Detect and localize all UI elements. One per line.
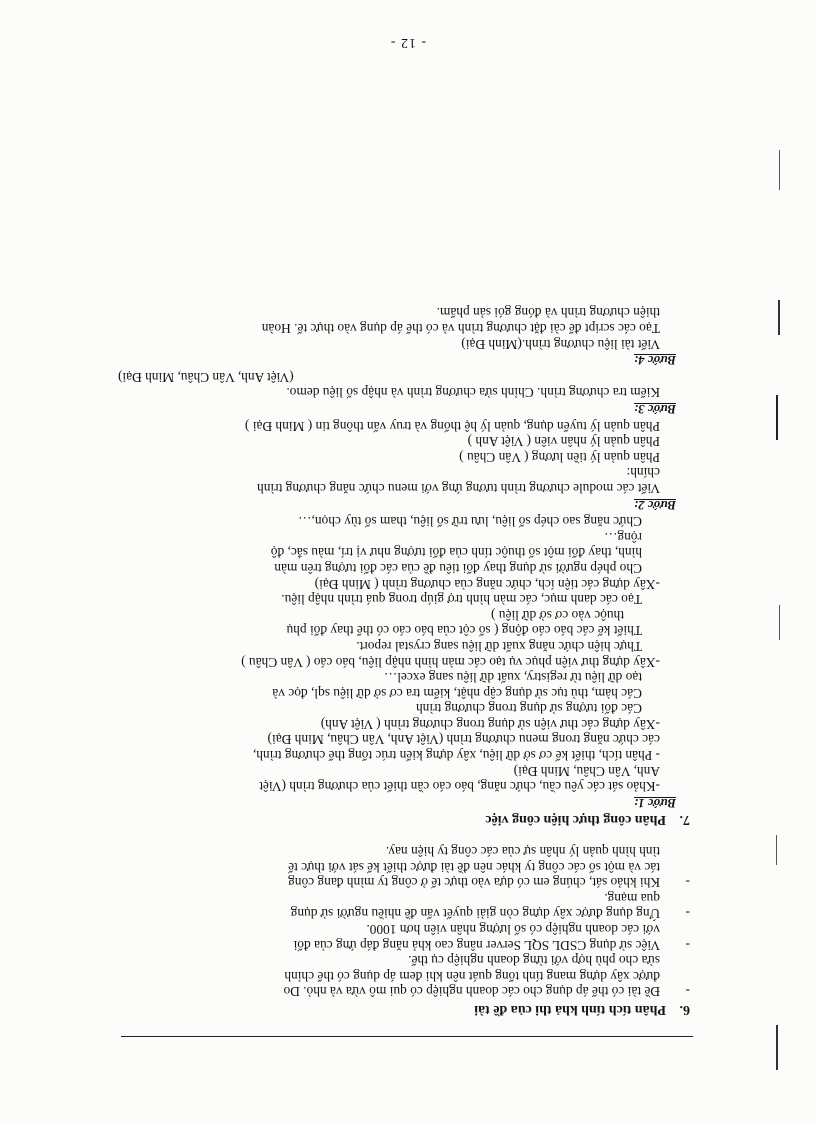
step-line: (Việt Anh, Vân Châu, Minh Đại)	[118, 369, 294, 385]
header-rule	[121, 1036, 693, 1037]
bullet-line	[118, 875, 694, 891]
bullet-line	[118, 843, 694, 859]
step-line: Viết tài liệu chương trình.(Minh Đại)	[461, 336, 660, 352]
bullet-text: tình hình quản lý nhân sự của các công ty hiện nay.	[385, 844, 660, 860]
step-line: Anh, Vân Châu, Minh Đại)	[513, 763, 660, 779]
step-line: -Xây dựng các thư viện sử dụng trong chương trình ( Việt Anh)	[320, 716, 660, 732]
step-line: Phân quản lý nhân viên ( Việt Anh )	[467, 434, 660, 450]
step-label: Bước 1:	[634, 795, 676, 810]
bullet-text: Đề tài có thể áp dụng cho các doanh nghiệp có qui mô vừa và nhỏ. Do	[283, 984, 660, 1000]
step-line: chính:	[626, 465, 660, 481]
section-number: 7.	[679, 812, 690, 828]
bullet-text: với các doanh nghiệp có số lượng nhân viên hơn 1000.	[366, 922, 660, 938]
body-text	[118, 305, 694, 1017]
section-7-heading	[118, 812, 690, 828]
bullet-line	[118, 890, 694, 906]
bullet-text: sửa cho phù hợp với từng doanh nghiệp cụ thể.	[408, 953, 660, 969]
bullet-line	[118, 921, 694, 937]
step-line: -Khảo sát các yêu cầu, chức năng, báo cáo cần thiết của chương trình (Việt	[259, 779, 660, 795]
step-line: Các hàm, thủ tục sử dụng cập nhật, kiểm tra cơ sở dữ liệu sql, đọc và	[272, 685, 642, 701]
bullet-line	[118, 937, 694, 953]
step-line: Các đối tượng sử dụng trong chương trình	[416, 701, 642, 717]
bullet-dash: -	[685, 984, 690, 1000]
bullet-line	[118, 859, 694, 875]
step-line: tạo dữ liệu từ registry, xuất dữ liệu sang excel…	[383, 670, 642, 686]
bullet-dash: -	[685, 937, 690, 953]
bullet-text: qua mạng.	[604, 890, 660, 906]
step-line: Cho phép người sử dụng thay đổi tiêu đề của các đối tượng trên màn	[274, 560, 642, 576]
step-line: rộng…	[604, 529, 642, 545]
bullet-text: được xây dựng mang tính tổng quát nên khi đem áp dụng có thể chỉnh	[284, 968, 660, 984]
bullet-text: Việc sử dụng CSDL SQL Server nâng cao khả năng đáp ứng của đối	[293, 937, 660, 953]
step-line: -Xây dựng các tiện ích, chức năng của chương trình ( Minh Đại)	[314, 576, 660, 592]
step-line: Phân quản lý tiền lương ( Vân Châu )	[459, 449, 660, 465]
section-6-heading	[118, 1001, 690, 1017]
section-title: Phân tích tính khả thi của đề tài	[474, 1002, 666, 1017]
bullet-line	[118, 953, 694, 969]
step-line: -Xây dựng thư viện phục vụ tạo các màn hình nhập liệu, báo cáo ( Vân Châu )	[241, 654, 660, 670]
step-line: Phân quản lý tuyển dụng, quản lý hệ thống và truy vấn thông tin ( Minh Đại )	[244, 418, 660, 434]
page-number: - 12 -	[389, 35, 427, 50]
step-line: Viết các module chương trình tương ứng với menu chức năng chương trình	[257, 481, 660, 496]
bullet-text: Khi khảo sát, chúng em có dựa vào thực tế ở công ty mình đang công	[288, 875, 660, 891]
section-6-bullets	[118, 843, 694, 999]
step-line: các chức năng trong menu chương trình (Việt Anh, Vân Châu, Minh Đại)	[267, 732, 660, 748]
step-line: - Phân tích, thiết kế cơ sở dữ liệu, xây dựng kiến trúc tổng thể chương trình,	[252, 748, 660, 764]
step-line: thiện chương trình và đóng gói sản phẩm.	[436, 305, 660, 321]
step-line: hình, thay đổi một số thuộc tính của đối tượng như vị trí, màu sắc, độ	[270, 545, 642, 561]
bullet-line	[118, 906, 694, 922]
step-line: thuộc vào cơ sở dữ liệu )	[491, 607, 624, 623]
bullet-dash: -	[685, 906, 690, 922]
step-label: Bước 3:	[634, 402, 676, 417]
bullet-dash: -	[685, 875, 690, 891]
step-label: Bước 2:	[634, 497, 676, 512]
step-line: Thiết kế các báo cáo động ( số cột của báo cáo có thể thay đổi phụ	[286, 623, 642, 639]
step-label: Bước 4:	[634, 353, 676, 368]
step-line: Kiểm tra chương trình. Chỉnh sửa chương trình và nhập số liệu demo.	[286, 385, 660, 401]
step-line: Thực hiện chức năng xuất dữ liệu sang crystal report.	[356, 638, 642, 654]
section-title: Phân công thực hiện công việc	[485, 812, 666, 828]
step-line: Tạo các script để cài đặt chương trình và có thể áp dụng vào thực tế. Hoàn	[261, 321, 660, 337]
bullet-text: Ứng dụng được xây dựng còn giải quyết vấn đề nhiều người sử dụng	[290, 906, 660, 922]
step-line: Tạo các danh mục, các màn hình trợ giúp trong quá trình nhập liệu.	[281, 592, 642, 608]
step-line: Chức năng sao chép số liệu, lưu trữ số liệu, tham số tùy chọn,…	[298, 514, 642, 530]
bullet-line	[118, 984, 694, 1000]
section-number: 6.	[679, 1002, 690, 1017]
bullet-text: tác và một số các công ty khác nên đề tài được thiết kế sát với thực tế	[288, 859, 660, 875]
bullet-line	[118, 968, 694, 984]
section-7-steps	[118, 305, 694, 810]
